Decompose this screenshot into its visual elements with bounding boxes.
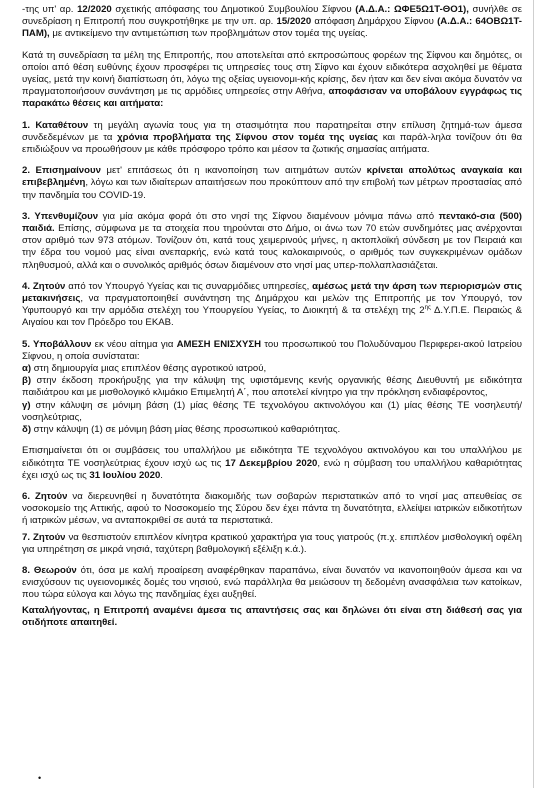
item-5a: α) στη δημιουργία μιας επιπλέον θέσης αγροτικού ιατρού, xyxy=(22,363,267,375)
item-5: 5. Υποβάλλουν εκ νέου αίτημα για ΑΜΕΣΗ ΕΝΙΣΧΥΣΗ του προσωπικού του Πολυδύναμου Περιφερει-ακού Ιατρείου Σίφνου, η οποία συνίσταται: xyxy=(22,338,523,362)
item-5d: δ) στην κάλυψη (1) σε μόνιμη βάση μίας θέσης προσωπικού καθαριότητας. xyxy=(22,424,341,436)
item-6: 6. Ζητούν να διερευνηθεί η δυνατότητα διακομιδής των σοβαρών περιστατικών από το νησί μας απευθείας σε νοσοκομείο της Αττικής, αφού το Νοσοκομείο της Σύρου δεν έχει πάντα τη δυνατότητα, ελλείψει ιατρικών ειδικοτήτων ή ιατρικών μέσων, να ανταποκριθεί σε αυτά τα περιστατικά. xyxy=(22,490,522,527)
closing-paragraph: Καταλήγοντας, η Επιτροπή αναμένει άμεσα τις απαντήσεις σας και δηλώνει ότι είναι στη διάθεσή σας για οτιδήποτε απαιτηθεί. xyxy=(22,604,522,628)
intro-paragraph-1: -της υπ' αρ. 12/2020 σχετικής απόφασης του Δημοτικού Συμβουλίου Σίφνου (Α.Δ.Α.: ΩΦΕ5Ω1Τ-ΘΟ1), συνήλθε σε συνεδρίαση η Επιτροπή που συγκροτήθηκε με την υπ. αρ. 15/2020 απόφαση Δημάρχου Σίφνου (Α.Δ.Α.: 64ΟΒΩ1Τ-ΠΑΜ), με αντικείμενο την αντιμετώπιση των προβλημάτων στον τομέα της υγείας. xyxy=(22,4,522,40)
intro-paragraph-2: Κατά τη συνεδρίαση τα μέλη της Επιτροπής, που αποτελείται από εκπροσώπους φορέων της Σίφνου και δημότες, οι οποίοι από θέση ευθύνης έχουν προσφέρει τις υπηρεσίες τους στη Σίφνο και έχουν ειδικότερα ασχοληθεί με θέματα υγείας, μετά την κοινή διαπίστωση ότι, λόγω της οξείας υγειονομι-κής κρίσης, δεν ήταν και δεν είναι ακόμα δυνατόν να πραγματοποιήσουν συνάντηση με τις αρμόδιες υπηρεσίες στην Αθήνα, αποφάσισαν να υποβάλουν εγγράφως τις παρακάτω θέσεις και αιτήματα: xyxy=(22,49,522,110)
footer-mark: • xyxy=(38,773,42,783)
item-5c: γ) στην κάλυψη σε μόνιμη βάση (1) μίας θέσης ΤΕ τεχνολόγου ακτινολόγου και (1) μίας θέσης ΤΕ νοσηλευτή/νοσηλεύτριας, xyxy=(22,399,522,423)
item-7: 7. Ζητούν να θεσπιστούν επιπλέον κίνητρα κρατικού χαρακτήρα για τους γιατρούς (π.χ. επιπλέον μισθολογική οφέλη για υπηρέτηση σε μικρά νησιά, ταχύτερη βαθμολογική εξέλιξη κ.ά.). xyxy=(22,531,523,555)
item-4: 4. Ζητούν από τον Υπουργό Υγείας και τις συναρμόδιες υπηρεσίες, αμέσως μετά την άρση των περιορισμών στις μετακινήσεις, να πραγματοποιηθεί συνάντηση της Δημάρχου και μελών της Επιτροπής με τον Υπουργό, τον Υφυπουργό και την αρμόδια στελέχη του Υπουργείου Υγείας, το Διοικητή & τα στελέχη της $2^{\eta\varsigma}$ Δ.Υ.Π.Ε. Πειραιώς & Αιγαίου και τον Πρόεδρο του ΕΚΑΒ. xyxy=(22,280,522,329)
item-3: 3. Υπενθυμίζουν για μία ακόμα φορά ότι στο νησί της Σίφνου διαμένουν μόνιμα πάνω από πεντακό-σια (500) παιδιά. Επίσης, σύμφωνα με τα στοιχεία που τηρούνται στο Δήμο, οι άνω των 70 ετών συνδημότες μας ανέρχονται στον αριθμό των 973 ατόμων. Τονίζουν ότι, κατά τους χειμερινούς μήνες, η ακτοπλοϊκή σύνδεση με τον Πειραιά και την έδρα του νομού μας είναι ανεπαρκής, ενώ κατά τους καλοκαιρινούς, ο αριθμός των συγκεκριμένων ομάδων πληθυσμού, αλλά και ο συνολικός αριθμός όσων διαμένουν στο νησί μας υπερ-πολλαπλασιάζεται. xyxy=(22,210,522,271)
item-1: 1. Καταθέτουν τη μεγάλη αγωνία τους για τη στασιμότητα που παρατηρείται στην επίλυση ζητημά-των άμεσα συνδεδεμένων με τα χρόνια προβλήματα της Σίφνου στον τομέα της υγείας και παράλ-ληλα τονίζουν ότι θα επιδιώξουν να προωθήσουν με κάθε πρόσφορο τρόπο και μέσον τα ζωτικής σημασίας αιτήματα. xyxy=(22,119,523,156)
page-edge-divider xyxy=(533,0,534,788)
item-8: 8. Θεωρούν ότι, όσα με καλή προαίρεση αναφέρθηκαν παραπάνω, είναι δυνατόν να ικανοποιηθούν άμεσα και να ενισχύσουν τις υγειονομικές δομές του νησιού, ενώ παράλληλα θα μειώσουν τη δεδομένη ανασφάλεια των κατοίκων, που τώρα εύλογα και λόγω της πανδημίας έχει αυξηθεί. xyxy=(22,564,522,601)
contract-note: Επισημαίνεται ότι οι συμβάσεις του υπαλλήλου με ειδικότητα ΤΕ τεχνολόγου ακτινολόγου και του υπαλλήλου με ειδικότητα ΤΕ νοσηλεύτριας έχουν ισχύ ως τις 17 Δεκεμβρίου 2020, ενώ η σύμβαση του υπαλλήλου καθαριότητας έχει ισχύ ως τις 31 Ιουλίου 2020. xyxy=(22,445,522,481)
item-2: 2. Επισημαίνουν μετ' επιτάσεως ότι η ικανοποίηση των αιτημάτων αυτών κρίνεται απολύτως αναγκαία και επιβεβλημένη, λόγω και των ιδιαίτερων απαιτήσεων που προκύπτουν από την επιβολή των μέτρων προστασίας από την πανδημία του COVID-19. xyxy=(22,165,522,201)
item-5b: β) στην έκδοση προκήρυξης για την κάλυψη της υφιστάμενης κενής οργανικής θέσης Διευθυντή με ειδικότητα παιδιάτρου και με μισθολογικό κλιμάκιο Επιμελητή Α΄, που αποτελεί κίνητρο για την πρόκληση ενδιαφέροντος, xyxy=(22,375,522,399)
